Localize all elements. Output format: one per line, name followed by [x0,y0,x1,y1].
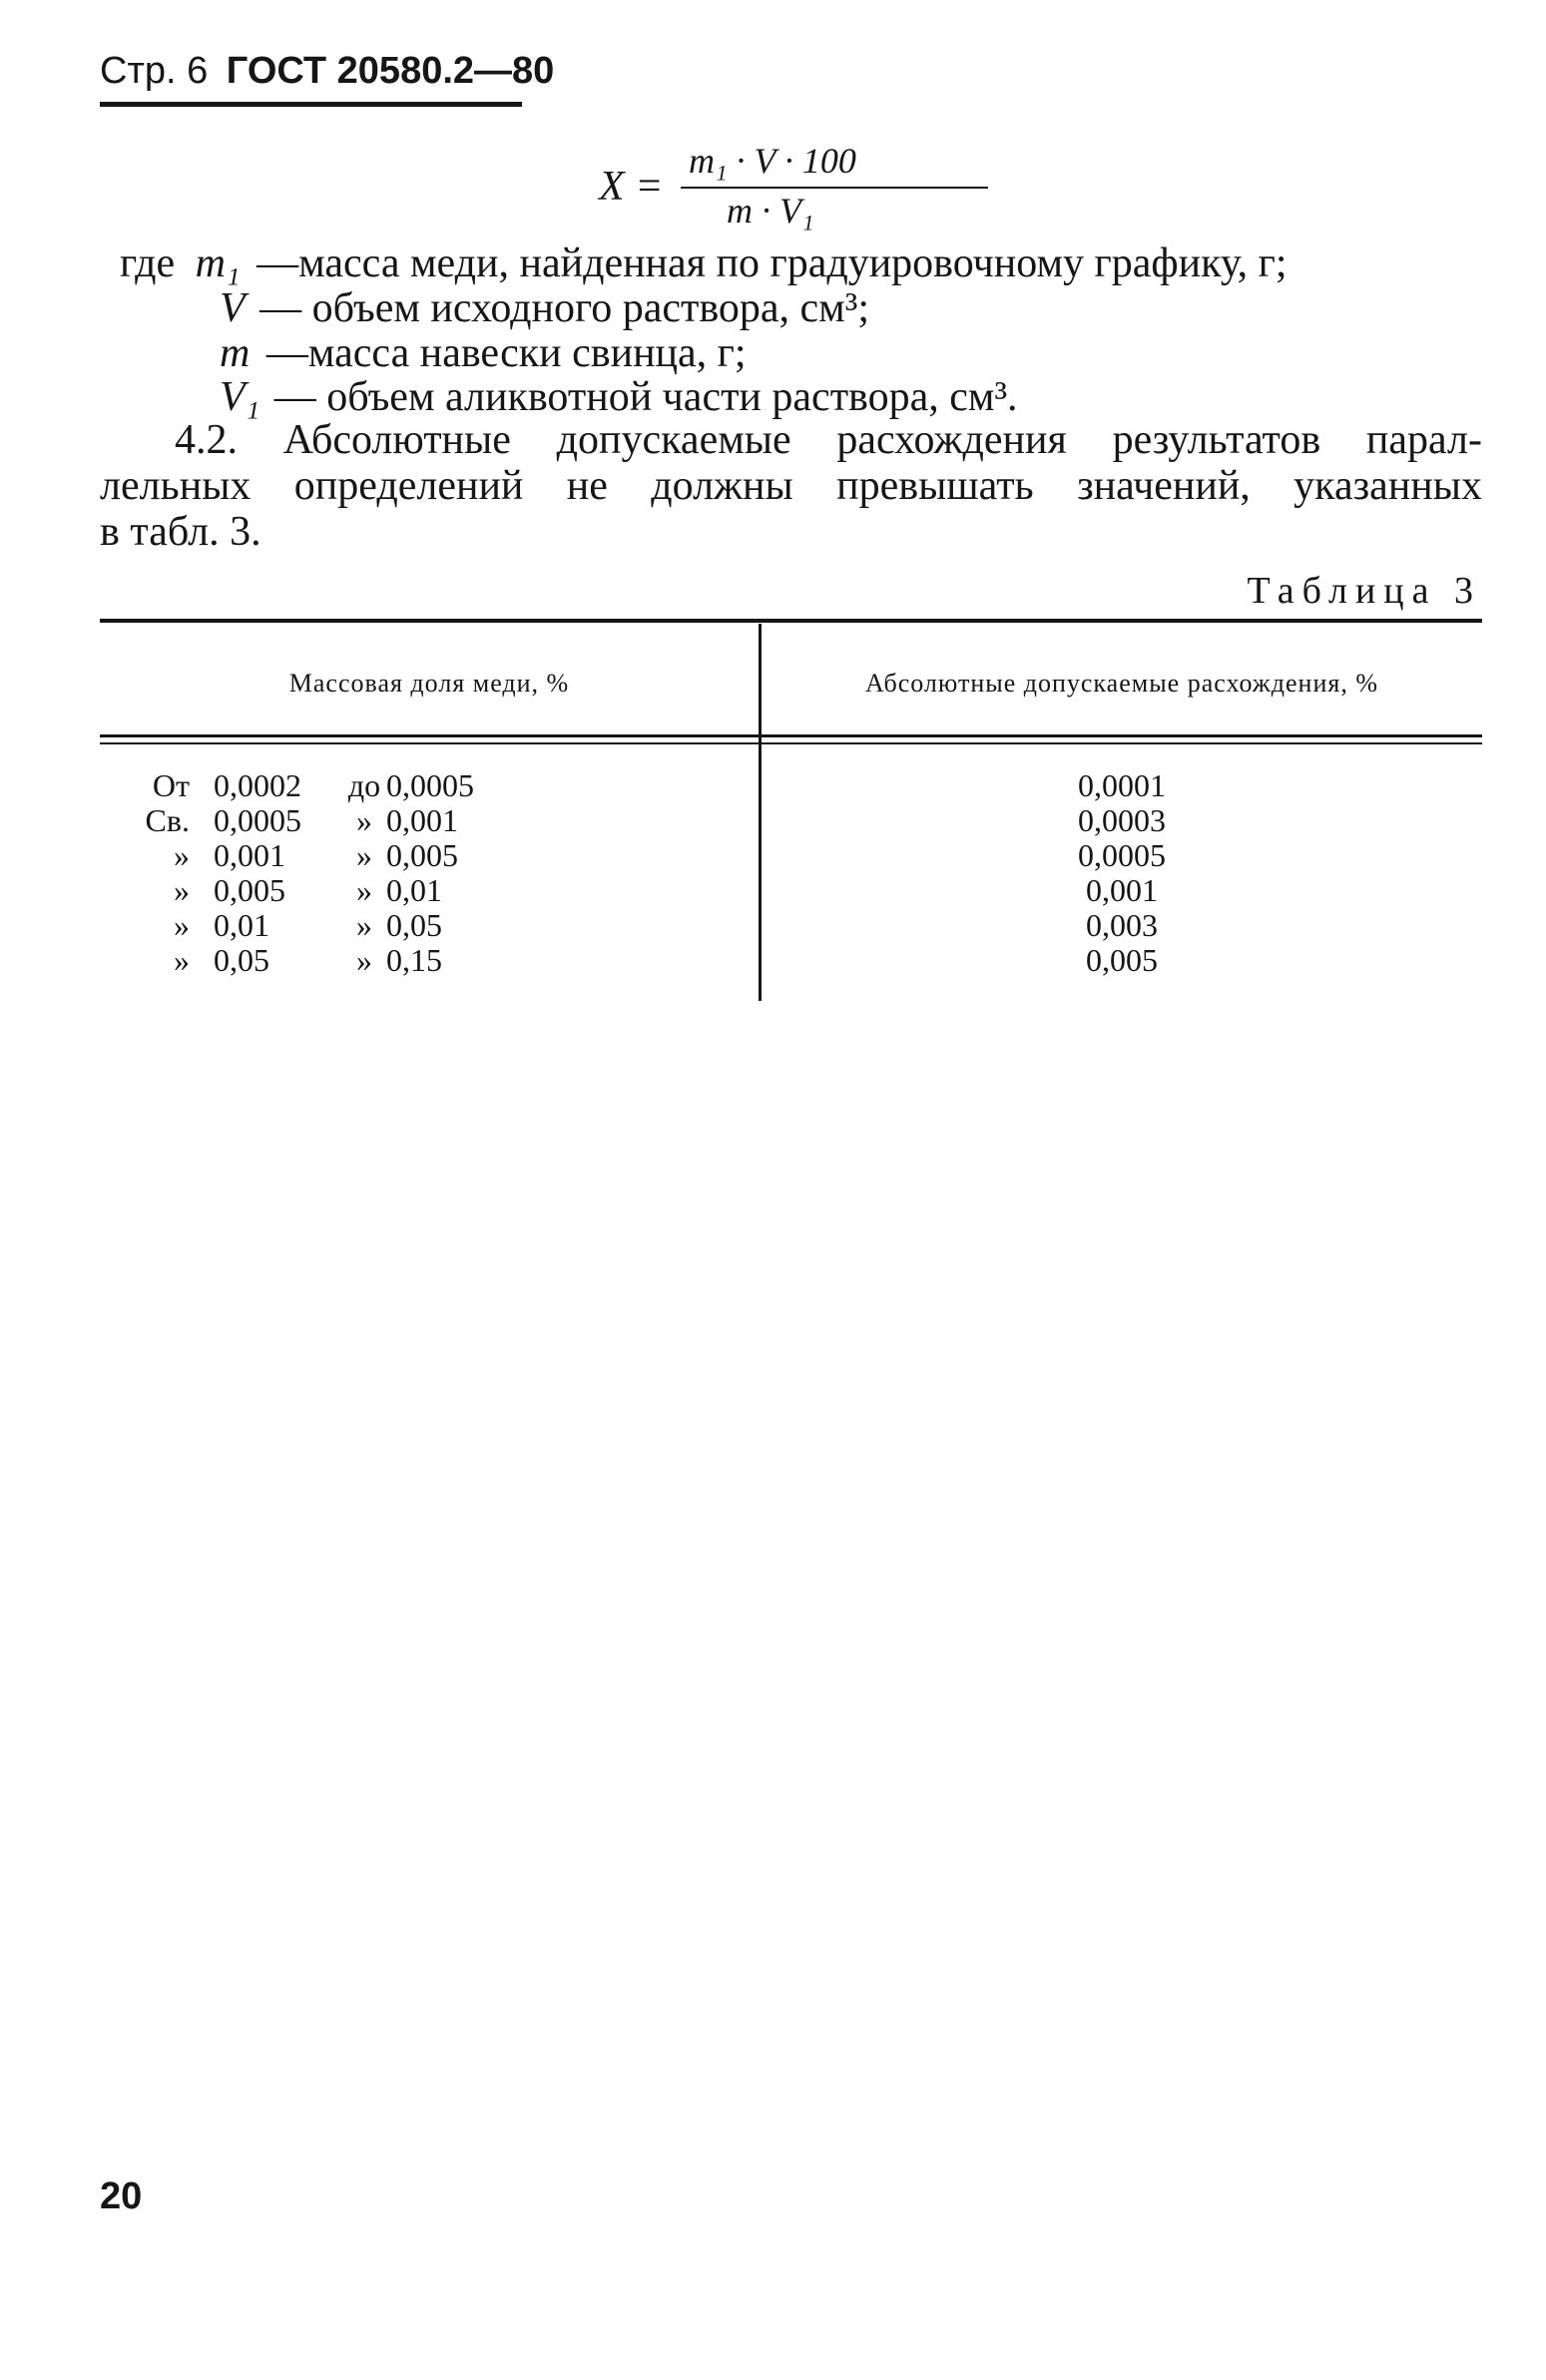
table-body [100,768,1482,978]
formula-numerator: m₁ · V · 100 [689,141,856,181]
page-header [100,50,554,93]
table-header-rule [100,742,1482,744]
table-row [100,838,1482,873]
range-to: 0,0005 [386,767,474,803]
definition-item [220,284,869,332]
range-from: 0,05 [214,942,269,978]
definition-text: —масса меди, найденная по градуировочному графику, г; [257,240,1288,286]
table-row [100,768,1482,803]
table-header-discrepancy: Абсолютные допускаемые расхождения, % [865,669,1378,698]
table-header-rule [100,734,1482,737]
range-to: 0,005 [386,837,458,873]
table-row [100,873,1482,908]
definition-lead: где [120,240,176,286]
range-to: 0,05 [386,907,442,943]
table-row [100,803,1482,838]
definition-symbol: V₁ [220,374,260,420]
range-prefix: » [174,907,190,943]
definition-item [220,373,1018,421]
range-from: 0,0002 [214,767,301,803]
discrepancy-value: 0,001 [1086,872,1158,908]
range-prefix: » [174,837,190,873]
range-to: 0,001 [386,802,458,838]
discrepancy-value: 0,0005 [1078,837,1166,873]
range-prefix: » [174,942,190,978]
formula-lhs: X = [599,164,664,210]
definition-item [220,329,747,377]
range-to: 0,01 [386,872,442,908]
range-prefix: » [174,872,190,908]
range-to: 0,15 [386,942,442,978]
paragraph-4-2 [100,417,1482,555]
range-separator: » [356,802,372,838]
definition-text: — объем исходного раствора, см³; [259,285,870,331]
range-separator: » [356,907,372,943]
range-separator: » [356,837,372,873]
paragraph-line: лельных определений не должны превышать значений, указанных [100,463,1482,509]
discrepancy-value: 0,003 [1086,907,1158,943]
paragraph-line: в табл. 3. [100,509,261,555]
table-row [100,943,1482,978]
table-header-mass-fraction: Массовая доля меди, % [288,669,570,698]
standard-number: ГОСТ 20580.2—80 [226,50,555,92]
range-separator: до [347,767,381,803]
definition-symbol: V [220,285,246,331]
range-from: 0,001 [214,837,285,873]
discrepancy-value: 0,005 [1086,942,1158,978]
table-row [100,908,1482,943]
header-rule [100,102,522,107]
table-caption: Таблица 3 [1247,570,1481,612]
definition-item [120,239,1288,287]
page-number: 20 [100,2175,143,2217]
range-separator: » [356,942,372,978]
range-separator: » [356,872,372,908]
range-from: 0,01 [214,907,269,943]
page-label: Стр. 6 [100,50,209,92]
definition-text: —масса навески свинца, г; [265,330,747,376]
discrepancy-value: 0,0003 [1078,802,1166,838]
definition-symbol: m₁ [195,240,241,286]
discrepancy-value: 0,0001 [1078,767,1166,803]
table-top-rule [100,619,1482,623]
paragraph-line: 4.2. Абсолютные допускаемые расхождения результатов парал- [175,417,1482,463]
range-from: 0,005 [214,872,285,908]
range-from: 0,0005 [214,802,301,838]
definition-text: — объем аликвотной части раствора, см³. [273,374,1018,420]
fraction-bar [681,187,988,189]
definition-symbol: m [220,330,251,376]
formula-denominator: m · V₁ [727,191,814,231]
range-prefix: Св. [145,802,190,838]
range-prefix: От [152,767,190,803]
